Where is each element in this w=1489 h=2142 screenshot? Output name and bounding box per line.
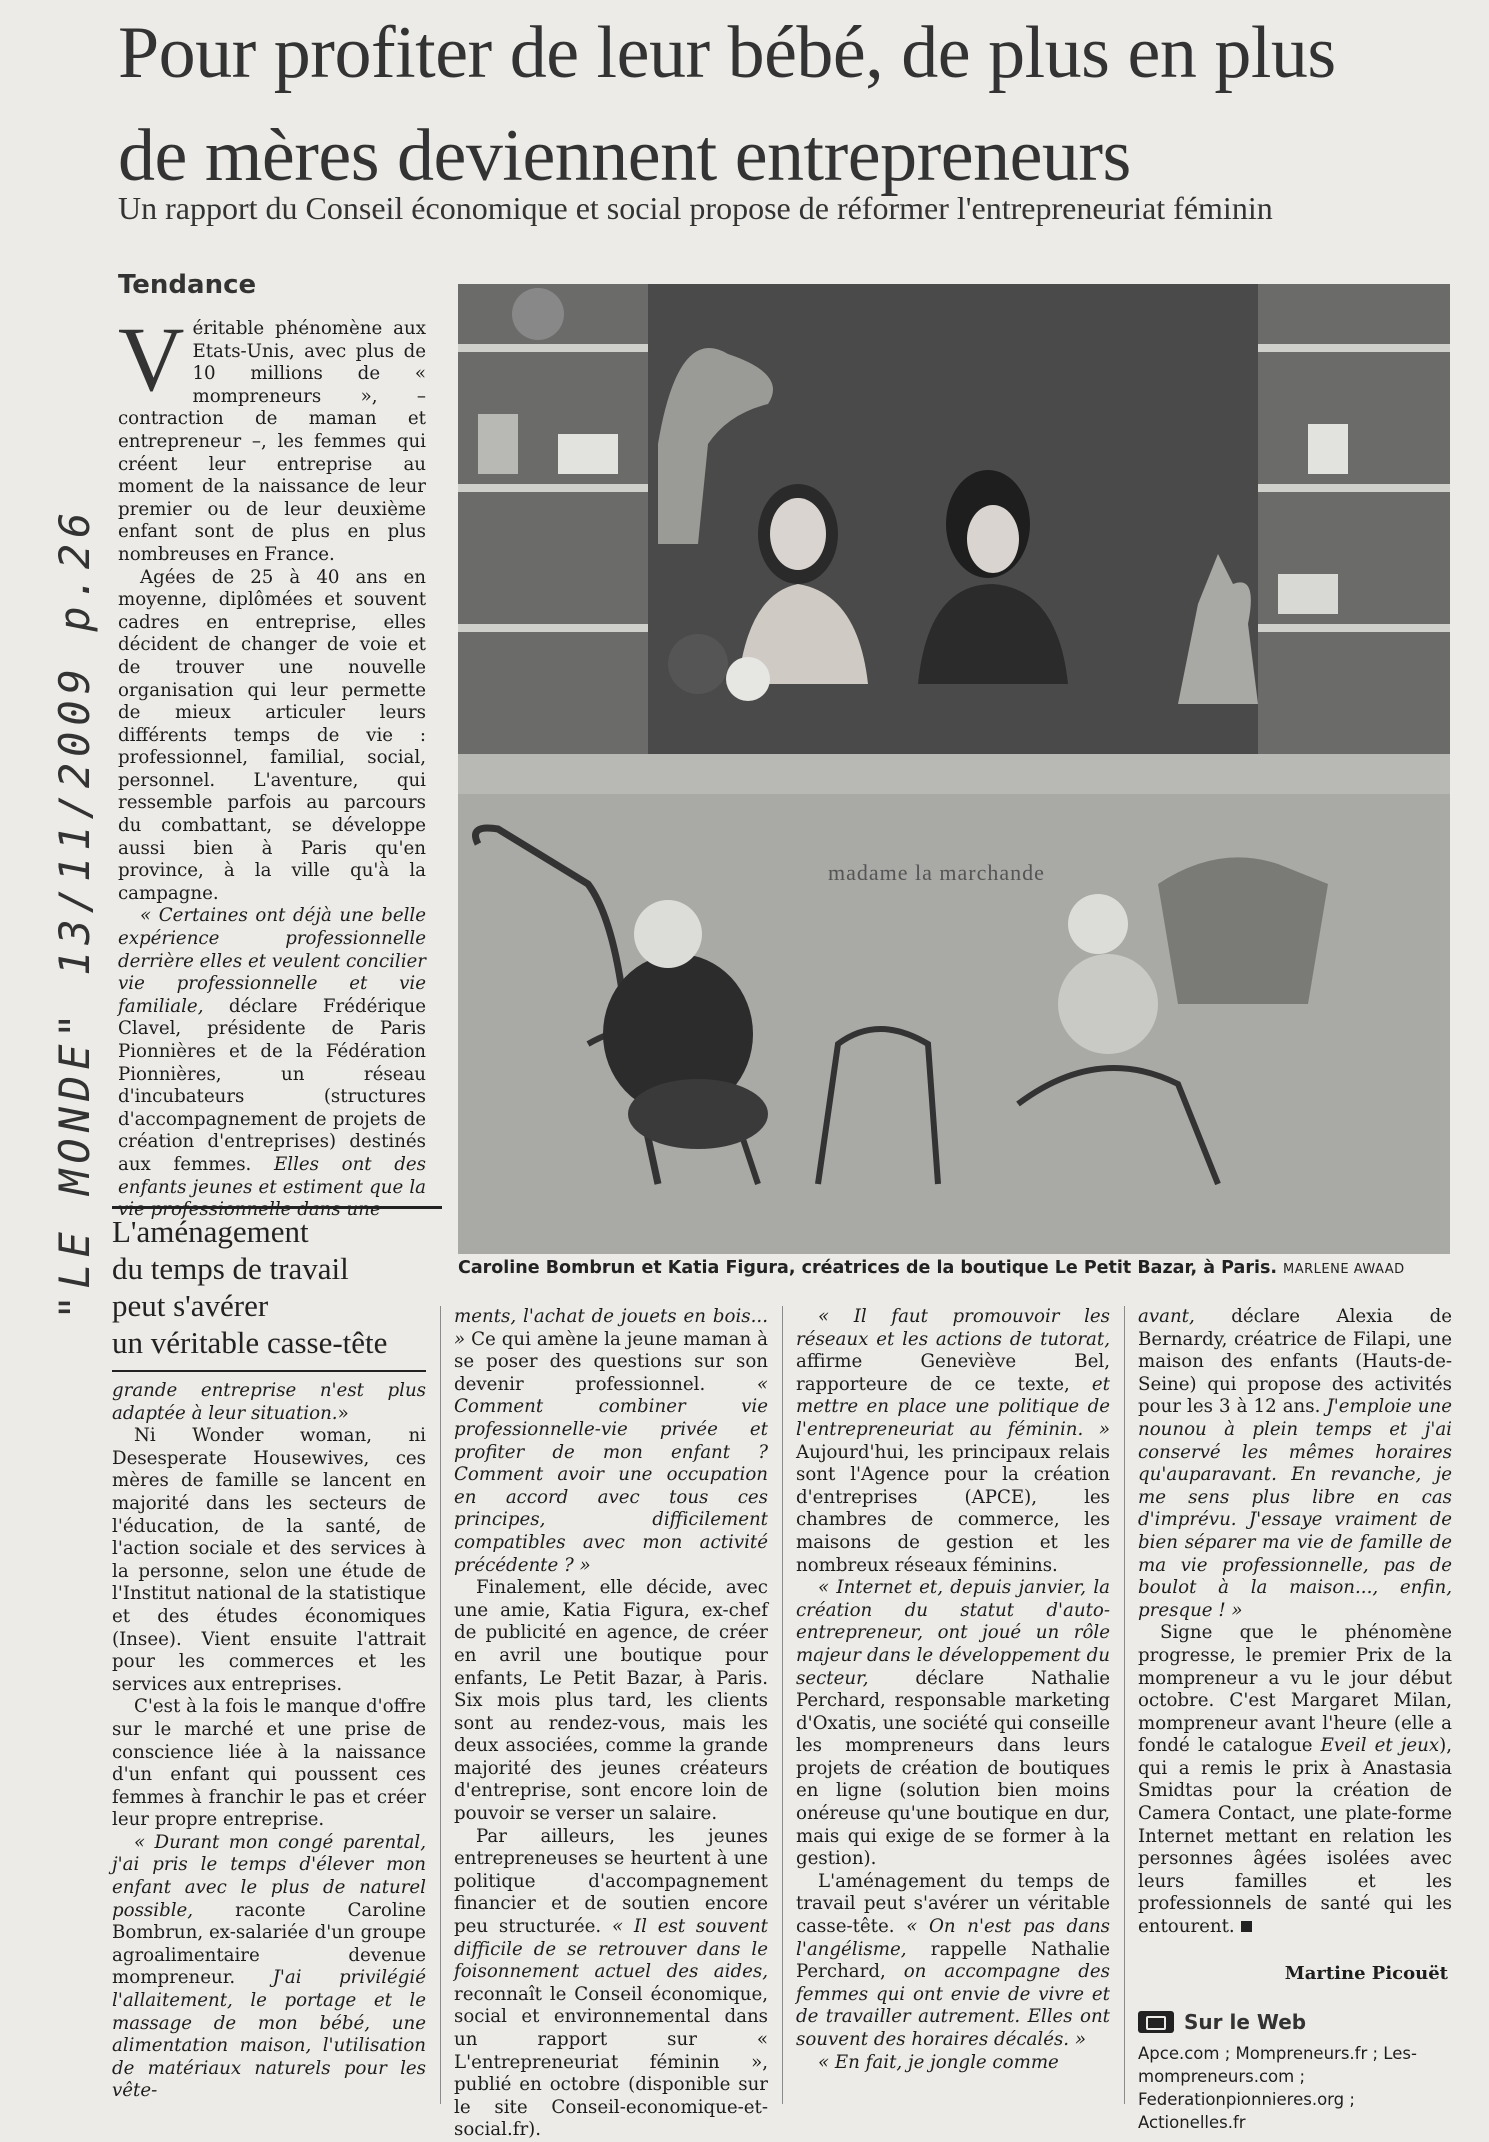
- pull-quote-rule: [112, 1370, 426, 1372]
- drop-cap: V: [118, 308, 185, 410]
- quote-text: « Durant mon congé parental, j'ai pris le temps d'élever mon enfant avec le plus de naturel possible,: [112, 1831, 426, 1921]
- photo-illustration: [458, 284, 1450, 1254]
- web-title-text: Sur le Web: [1184, 2010, 1307, 2034]
- paragraph: [454, 1306, 768, 1577]
- lead-paragraph: [118, 308, 426, 567]
- body-text: Par ailleurs, les jeunes entrepreneuses se heurtent à une politique d'accompagnement financier et de soutien encore peu structurée.: [454, 1825, 768, 1938]
- column-divider: [440, 1306, 441, 2104]
- paragraph: [796, 1577, 1110, 1871]
- headline-line-2: de mères deviennent entrepreneurs: [118, 115, 1131, 197]
- photo-caption: [458, 1258, 1450, 1278]
- body-text: ), qui a remis le prix à Anastasia Smidtas pour la création de Camera Contact, une plate-forme Internet mettant en relation les personnes âgées isolées avec leurs familles et les professionnels de santé qui les entourent.: [1138, 1735, 1452, 1938]
- body-text: déclare Nathalie Perchard, responsable marketing d'Oxatis, une société qui conseille les mompreneurs dans leurs projets de création de boutiques en ligne (solution bien moins onéreuse qu'une boutique en dur, mais qui exige de se former à la gestion).: [796, 1667, 1110, 1870]
- headline: [118, 2, 1488, 208]
- quote-text: J'emploie une nounou à plein temps et j'ai conservé les mêmes horaires qu'auparavant. En revanche, je me sens plus libre en cas d'imprévu. J'essaye vraiment de bien séparer ma vie de famille de ma vie professionnelle, pas de boulot à la maison..., enfin, presque ! »: [1138, 1396, 1452, 1621]
- article-column-3: [796, 1306, 1110, 2104]
- paragraph: Finalement, elle décide, avec une amie, Katia Figura, ex-chef de publicité en agence, de créer en avril une boutique pour enfants, Le Petit Bazar, à Paris. Six mois plus tard, les clients sont au rendez-vous, mais les deux associées, comme la grande majorité des jeunes créateurs d'entreprise, sont encore loin de pouvoir se verser un salaire.: [454, 1577, 768, 1825]
- quote-text: « En fait, je jongle comme: [818, 2051, 1059, 2073]
- article-column-1-continued: [112, 1380, 426, 2104]
- paragraph: [112, 1832, 426, 2103]
- shop-sign: madame la marchande: [828, 860, 1045, 885]
- article-column-4: [1138, 1306, 1452, 1938]
- body-text: »: [337, 1402, 349, 1424]
- paragraph: [1138, 1622, 1452, 1938]
- subheadline: Un rapport du Conseil économique et social propose de réformer l'entrepreneuriat féminin: [118, 190, 1273, 226]
- paragraph: [796, 2052, 1110, 2075]
- quote-text: Elles ont des enfants jeunes et estiment que la vie professionnelle dans une: [118, 1153, 426, 1221]
- pull-quote-line: peut s'avérer: [112, 1288, 269, 1323]
- photo-credit: MARLENE AWAAD: [1283, 1262, 1405, 1277]
- quote-text: grande entreprise n'est plus adaptée à leur situation.: [112, 1380, 426, 1424]
- paragraph: [796, 1871, 1110, 2052]
- body-text: affirme Geneviève Bel, rapporteure de ce texte,: [796, 1351, 1110, 1395]
- paragraph: [1138, 1306, 1452, 1622]
- caption-text: Caroline Bombrun et Katia Figura, créatrices de la boutique Le Petit Bazar, à Paris.: [458, 1258, 1278, 1278]
- body-text: Aujourd'hui, les principaux relais sont l'Agence pour la création d'entreprises (APCE), les chambres de commerce, les maisons de gestion et les nombreux réseaux féminins.: [796, 1441, 1110, 1576]
- web-section-title: [1138, 2010, 1306, 2034]
- rubric-label: Tendance: [118, 270, 257, 300]
- quote-text: J'ai privilégié l'allaitement, le portage et le massage de mon bébé, une alimentation maison, l'utilisation de matériaux naturels pour les vête-: [112, 1967, 426, 2102]
- body-text: Ce qui amène la jeune maman à se poser des questions sur son devenir professionnel.: [454, 1328, 768, 1395]
- quote-text: on accompagne des femmes qui ont envie de vivre et de travailler autrement. Elles ont souvent des horaires décalés. »: [796, 1961, 1110, 2050]
- quote-text: et mettre en place une politique de l'entrepreneuriat au féminin. »: [796, 1373, 1110, 1440]
- article-column-1: [118, 308, 426, 1221]
- quote-text: avant,: [1138, 1306, 1195, 1327]
- pull-quote-line: L'aménagement: [112, 1214, 309, 1249]
- body-text: Signe que le phénomène progresse, le premier Prix de la mompreneur a vu le jour début octobre. C'est Margaret Milan, mompreneur avant l'heure (elle a fondé le catalogue: [1138, 1622, 1452, 1757]
- body-text: déclare Frédérique Clavel, présidente de Paris Pionnières et de la Fédération Pionnières, un réseau d'incubateurs (structures d'accompagnement de projets de création d'entreprises) destinés aux femmes.: [118, 995, 426, 1175]
- quote-text: « Internet et, depuis janvier, la création du statut d'auto-entrepreneur, ont joué un rôle majeur dans le développement du secteur,: [796, 1577, 1110, 1689]
- headline-line-1: Pour profiter de leur bébé, de plus en plus: [118, 12, 1336, 94]
- column-divider: [782, 1306, 783, 2104]
- web-screen-icon: [1138, 2011, 1174, 2033]
- quote-text: « Il est souvent difficile de se retrouver dans le foisonnement actuel des aides,: [454, 1916, 768, 1983]
- column-divider: [1124, 1306, 1125, 2104]
- article-column-2: [454, 1306, 768, 2141]
- paragraph: [118, 905, 426, 1221]
- end-of-article-mark: [1241, 1921, 1252, 1932]
- lead-text: éritable phénomène aux Etats-Unis, avec plus de 10 millions de « mompreneurs », – contraction de maman et entrepreneur –, les femmes qui créent leur entreprise au moment de la naissance de leur premier ou de leur deuxième enfant sont de plus en plus nombreuses en France.: [118, 318, 426, 565]
- author-signature: Martine Picouët: [1284, 1963, 1448, 1984]
- quote-text: « Certaines ont déjà une belle expérience professionnelle derrière elles et veulent concilier vie professionnelle et vie familiale,: [118, 905, 426, 1017]
- quote-text: « Comment combiner vie professionnelle-vie privée et profiter de mon enfant ? Comment avoir une occupation en accord avec tous ces principes, difficilement compatibles avec mon activité précédente ? »: [454, 1373, 768, 1576]
- pull-quote: [112, 1206, 442, 1361]
- paragraph: Agées de 25 à 40 ans en moyenne, diplômées et souvent cadres en entreprise, elles décident de changer de voie et de trouver une nouvelle organisation qui leur permette de mieux articuler leurs différents temps de vie : professionnel, familial, social, personnel. L'aventure, qui ressemble parfois au parcours du combattant, se développe aussi bien à Paris qu'en province, à la ville qu'à la campagne.: [118, 566, 426, 904]
- handwritten-date-note: "LE MONDE" 13/11/2009 p.26: [50, 506, 99, 1320]
- body-text: déclare Alexia de Bernardy, créatrice de Filapi, une maison des enfants (Hauts-de-Seine) qui propose des activités pour les 3 à 12 ans.: [1138, 1306, 1452, 1418]
- body-text: rappelle Nathalie Perchard,: [796, 1938, 1110, 1983]
- paragraph: Ni Wonder woman, ni Desesperate Housewives, ces mères de famille se lancent en majorité dans les secteurs de l'éducation, de la santé, de l'action sociale et des services à la personne, selon une étude de l'Institut national de la statistique et des études économiques (Insee). Vient ensuite l'attrait pour les commerces et les services aux entreprises.: [112, 1425, 426, 1695]
- quote-text: Eveil et jeux: [1320, 1735, 1440, 1757]
- paragraph: [112, 1380, 426, 1425]
- body-text: L'aménagement du temps de travail peut s'avérer un véritable casse-tête.: [796, 1870, 1110, 1938]
- paragraph: [796, 1306, 1110, 1577]
- pull-quote-line: un véritable casse-tête: [112, 1325, 388, 1360]
- body-text: raconte Caroline Bombrun, ex-salariée d'un groupe agroalimentaire devenue mompreneur.: [112, 1899, 426, 1989]
- quote-text: « Il faut promouvoir les réseaux et les actions de tutorat,: [796, 1306, 1110, 1350]
- article-photo: [458, 284, 1450, 1254]
- pull-quote-line: du temps de travail: [112, 1251, 349, 1286]
- paragraph: [454, 1826, 768, 2142]
- body-text: reconnaît le Conseil économique, social et environnemental dans un rapport sur « L'entrepreneuriat féminin », publié en octobre (disponible sur le site Conseil-economique-et-social.fr).: [454, 1983, 768, 2141]
- web-links-list: Apce.com ; Mompreneurs.fr ; Les-mompreneurs.com ; Federationpionnieres.org ; Actionelles.fr: [1138, 2044, 1417, 2132]
- paragraph: C'est à la fois le manque d'offre sur le marché et une prise de conscience liée à la naissance d'un enfant qui poussent ces femmes à franchir le pas et créer leur propre entreprise.: [112, 1696, 426, 1831]
- quote-text: ments, l'achat de jouets en bois... »: [454, 1306, 768, 1350]
- quote-text: « On n'est pas dans l'angélisme,: [796, 1916, 1110, 1960]
